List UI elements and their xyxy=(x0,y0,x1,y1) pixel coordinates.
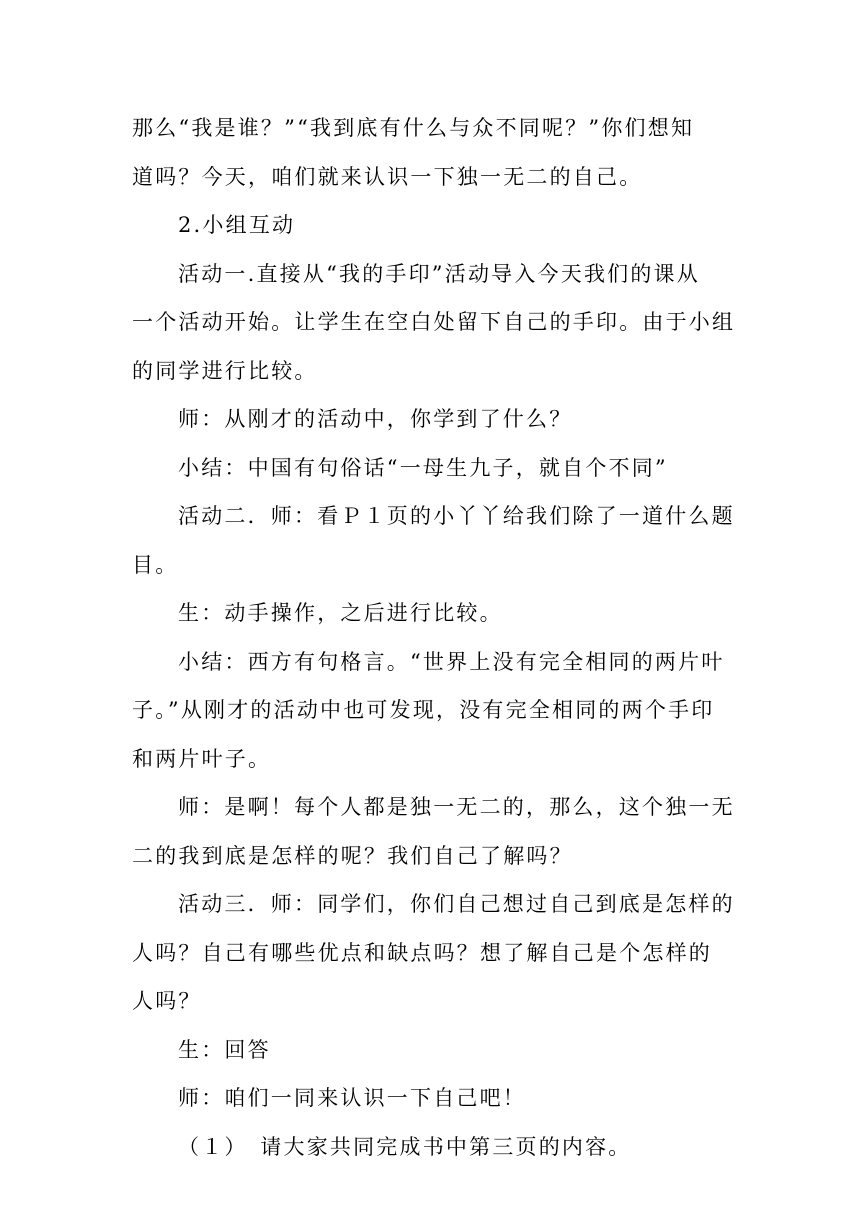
paragraph-line-12: 小结：西方有句格言。“世界上没有完全相同的两片叶 xyxy=(178,649,725,674)
paragraph-line-5: 一个活动开始。让学生在空白处留下自己的手印。由于小组 xyxy=(132,310,736,334)
paragraph-line-4: 活动一.直接从“我的手印”活动导入今天我们的课从 xyxy=(178,261,700,286)
paragraph-line-22: （１） 请大家共同完成书中第三页的内容。 xyxy=(178,1134,632,1159)
paragraph-line-7: 师：从刚才的活动中，你学到了什么？ xyxy=(178,407,573,431)
paragraph-line-8: 小结：中国有句俗话“一母生九子，就自个不同” xyxy=(178,455,668,480)
paragraph-line-15: 师：是啊！每个人都是独一无二的，那么，这个独一无 xyxy=(178,795,735,819)
paragraph-line-19: 人吗？ xyxy=(132,989,202,1013)
paragraph-line-20: 生：回答 xyxy=(178,1037,271,1062)
paragraph-line-6: 的同学进行比较。 xyxy=(132,358,318,383)
document-body xyxy=(132,104,736,1171)
paragraph-line-1: 那么“我是谁？”“我到底有什么与众不同呢？”你们想知 xyxy=(132,116,695,140)
paragraph-line-16: 二的我到底是怎样的呢？我们自己了解吗？ xyxy=(132,843,573,868)
paragraph-line-21: 师：咱们一同来认识一下自己吧！ xyxy=(178,1086,526,1110)
paragraph-line-11: 生：动手操作，之后进行比较。 xyxy=(178,601,503,625)
section-heading: 2.小组互动 xyxy=(178,213,296,237)
paragraph-line-13: 子。”从刚才的活动中也可发现，没有完全相同的两个手印 xyxy=(132,698,715,722)
paragraph-line-10: 目。 xyxy=(132,552,179,577)
paragraph-line-18: 人吗？自己有哪些优点和缺点吗？想了解自己是个怎样的 xyxy=(132,940,712,965)
paragraph-line-2: 道吗？今天，咱们就来认识一下独一无二的自己。 xyxy=(132,164,643,189)
paragraph-line-17: 活动三．师：同学们，你们自己想过自己到底是怎样的 xyxy=(178,892,735,916)
paragraph-line-9: 活动二．师：看Ｐ１页的小丫丫给我们除了一道什么题 xyxy=(178,504,735,528)
paragraph-line-14: 和两片叶子。 xyxy=(132,746,272,771)
